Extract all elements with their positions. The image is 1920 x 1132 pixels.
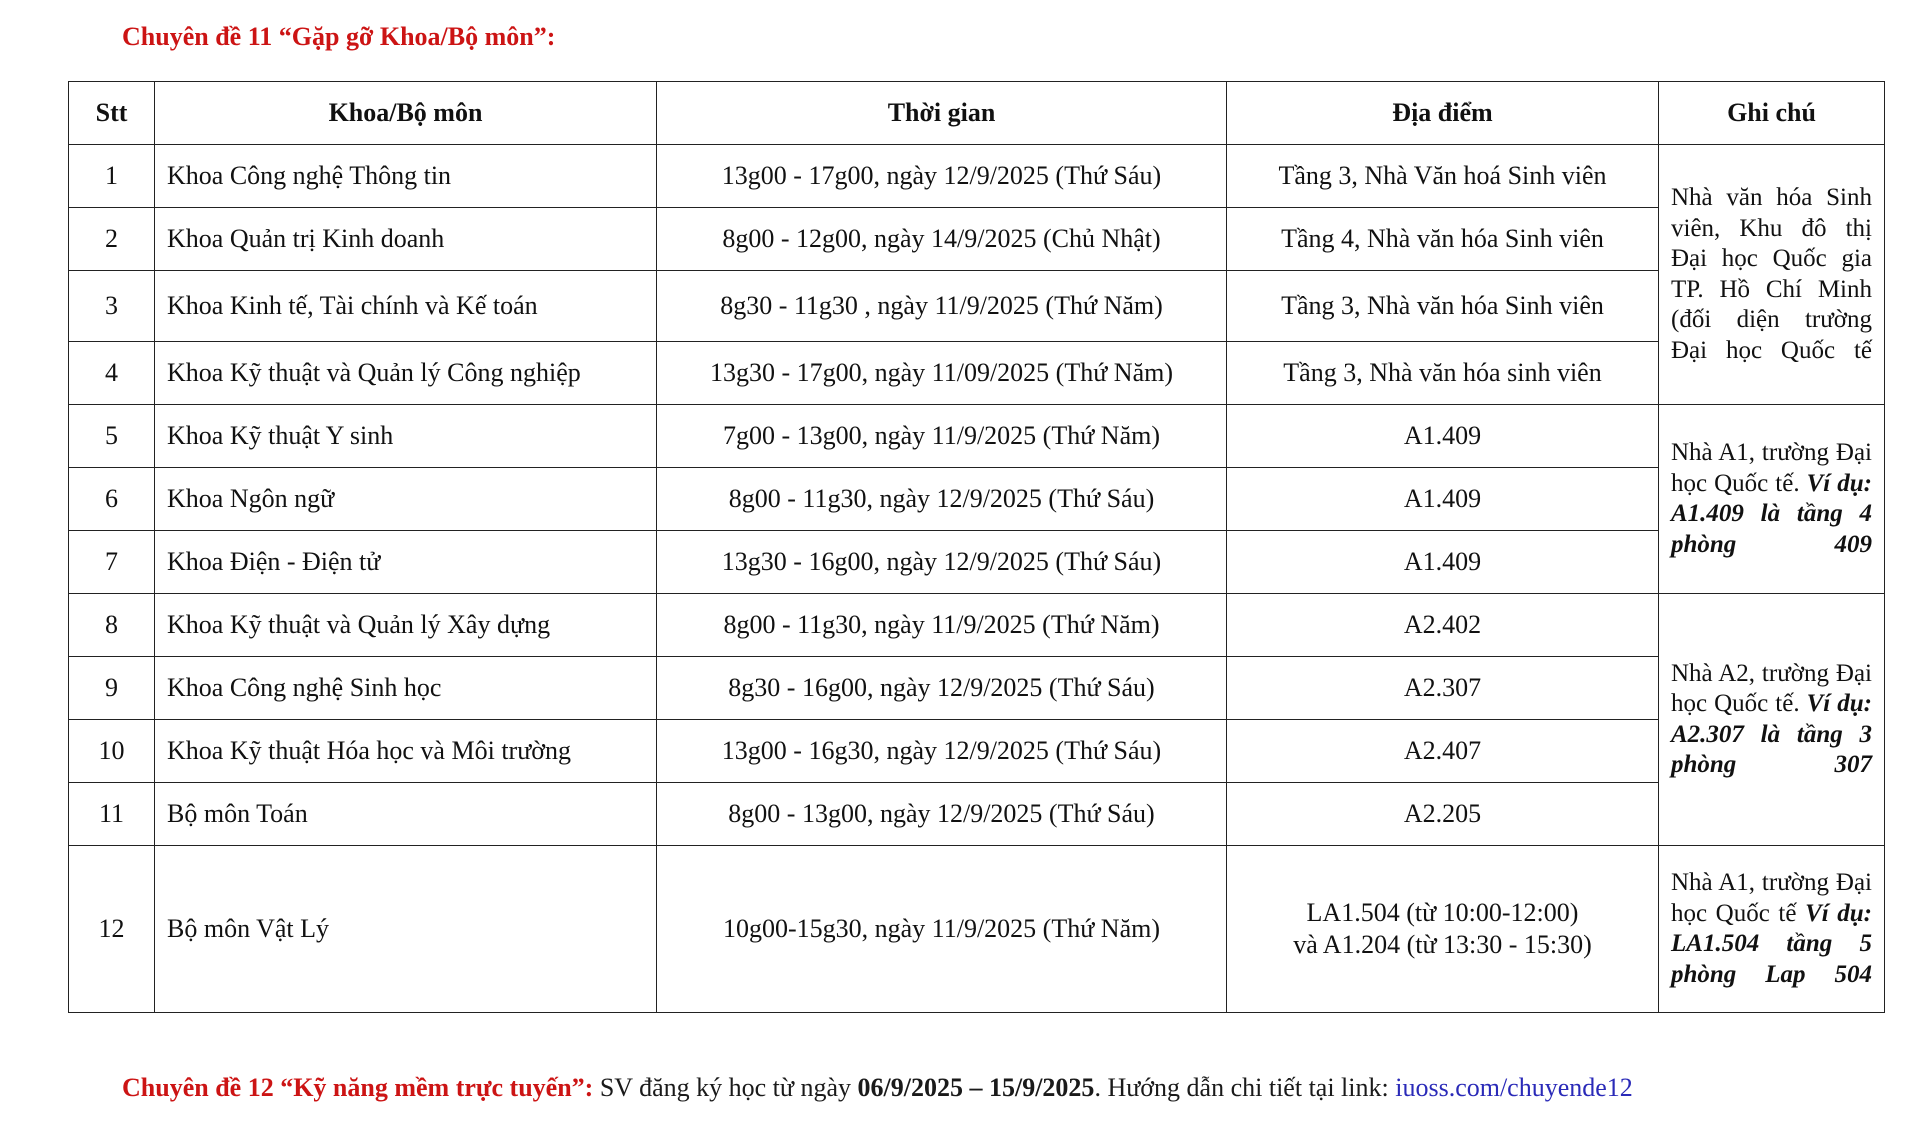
cell-time: 13g00 - 16g30, ngày 12/9/2025 (Thứ Sáu) xyxy=(657,720,1227,783)
header-stt: Stt xyxy=(69,82,155,145)
header-dept: Khoa/Bộ môn xyxy=(155,82,657,145)
cell-place: A1.409 xyxy=(1227,531,1659,594)
section-12-title: Chuyên đề 12 “Kỹ năng mềm trực tuyến”: xyxy=(122,1073,594,1102)
cell-stt: 2 xyxy=(69,208,155,271)
note-group2-example: Ví dụ: A1.409 là tầng 4 phòng 409 xyxy=(1671,469,1872,558)
cell-place: A2.307 xyxy=(1227,657,1659,720)
cell-place: Tầng 4, Nhà văn hóa Sinh viên xyxy=(1227,208,1659,271)
cell-time: 7g00 - 13g00, ngày 11/9/2025 (Thứ Năm) xyxy=(657,405,1227,468)
table-row xyxy=(69,342,1885,405)
cell-time: 13g00 - 17g00, ngày 12/9/2025 (Thứ Sáu) xyxy=(657,145,1227,208)
table-row xyxy=(69,846,1885,1013)
cell-time: 8g30 - 16g00, ngày 12/9/2025 (Thứ Sáu) xyxy=(657,657,1227,720)
cell-dept: Khoa Quản trị Kinh doanh xyxy=(155,208,657,271)
table-row xyxy=(69,783,1885,846)
cell-stt: 10 xyxy=(69,720,155,783)
cell-time: 8g00 - 11g30, ngày 12/9/2025 (Thứ Sáu) xyxy=(657,468,1227,531)
cell-stt: 7 xyxy=(69,531,155,594)
cell-time: 8g30 - 11g30 , ngày 11/9/2025 (Thứ Năm) xyxy=(657,271,1227,342)
cell-time: 8g00 - 11g30, ngày 11/9/2025 (Thứ Năm) xyxy=(657,594,1227,657)
table-row xyxy=(69,531,1885,594)
cell-time: 8g00 - 13g00, ngày 12/9/2025 (Thứ Sáu) xyxy=(657,783,1227,846)
cell-place: A1.409 xyxy=(1227,468,1659,531)
note-group4-example: Ví dụ: LA1.504 tầng 5 phòng Lap 504 xyxy=(1671,899,1872,988)
note-group4-text: Nhà A1, trường Đại học Quốc tế xyxy=(1671,869,1872,927)
cell-time: 8g00 - 12g00, ngày 14/9/2025 (Chủ Nhật) xyxy=(657,208,1227,271)
cell-stt: 6 xyxy=(69,468,155,531)
cell-place: A1.409 xyxy=(1227,405,1659,468)
cell-stt: 1 xyxy=(69,145,155,208)
schedule-table xyxy=(68,81,1885,1013)
cell-dept: Khoa Kỹ thuật và Quản lý Xây dựng xyxy=(155,594,657,657)
cell-place: Tầng 3, Nhà văn hóa sinh viên xyxy=(1227,342,1659,405)
cell-place: A2.205 xyxy=(1227,783,1659,846)
cell-dept: Khoa Kỹ thuật Y sinh xyxy=(155,405,657,468)
cell-stt: 3 xyxy=(69,271,155,342)
table-row xyxy=(69,594,1885,657)
table-row xyxy=(69,720,1885,783)
note-group3-text: Nhà A2, trường Đại học Quốc tế. xyxy=(1671,659,1872,717)
note-cell-group2 xyxy=(1659,405,1885,594)
cell-dept: Khoa Công nghệ Thông tin xyxy=(155,145,657,208)
cell-stt: 9 xyxy=(69,657,155,720)
cell-dept: Khoa Điện - Điện tử xyxy=(155,531,657,594)
cell-time: 13g30 - 16g00, ngày 12/9/2025 (Thứ Sáu) xyxy=(657,531,1227,594)
header-note: Ghi chú xyxy=(1659,82,1885,145)
note-group2-text: Nhà A1, trường Đại học Quốc tế. xyxy=(1671,439,1872,497)
cell-dept: Khoa Công nghệ Sinh học xyxy=(155,657,657,720)
cell-place: Tầng 3, Nhà Văn hoá Sinh viên xyxy=(1227,145,1659,208)
cell-stt: 11 xyxy=(69,783,155,846)
table-row xyxy=(69,145,1885,208)
table-row xyxy=(69,208,1885,271)
note-cell-group4 xyxy=(1659,846,1885,1013)
cell-dept: Khoa Kinh tế, Tài chính và Kế toán xyxy=(155,271,657,342)
cell-place-line1: LA1.504 (từ 10:00-12:00) xyxy=(1306,898,1579,928)
note-cell-group3 xyxy=(1659,594,1885,846)
cell-dept: Khoa Kỹ thuật và Quản lý Công nghiệp xyxy=(155,342,657,405)
note-group3-example: Ví dụ: A2.307 là tầng 3 phòng 307 xyxy=(1671,690,1872,778)
cell-time: 10g00-15g30, ngày 11/9/2025 (Thứ Năm) xyxy=(657,846,1227,1013)
cell-stt: 8 xyxy=(69,594,155,657)
header-place: Địa điểm xyxy=(1227,82,1659,145)
table-header-row xyxy=(69,82,1885,145)
section-12-text-after-date: . Hướng dẫn chi tiết tại link: xyxy=(1094,1073,1396,1102)
cell-place: A2.407 xyxy=(1227,720,1659,783)
table-row xyxy=(69,271,1885,342)
section-12-footer xyxy=(122,1073,1633,1103)
section-12-date-range: 06/9/2025 – 15/9/2025 xyxy=(857,1073,1095,1102)
section-12-text-before-date: SV đăng ký học từ ngày xyxy=(593,1073,858,1102)
section-11-heading: Chuyên đề 11 “Gặp gỡ Khoa/Bộ môn”: xyxy=(122,22,556,51)
cell-time: 13g30 - 17g00, ngày 11/09/2025 (Thứ Năm) xyxy=(657,342,1227,405)
cell-place: A2.402 xyxy=(1227,594,1659,657)
cell-dept: Bộ môn Toán xyxy=(155,783,657,846)
cell-place xyxy=(1227,846,1659,1013)
table-row xyxy=(69,468,1885,531)
cell-place-line2: và A1.204 (từ 13:30 - 15:30) xyxy=(1293,930,1592,959)
cell-place: Tầng 3, Nhà văn hóa Sinh viên xyxy=(1227,271,1659,342)
cell-stt: 12 xyxy=(69,846,155,1013)
cell-dept: Khoa Kỹ thuật Hóa học và Môi trường xyxy=(155,720,657,783)
section-12-link[interactable]: iuoss.com/chuyende12 xyxy=(1395,1073,1633,1102)
header-time: Thời gian xyxy=(657,82,1227,145)
table-row xyxy=(69,657,1885,720)
cell-dept: Bộ môn Vật Lý xyxy=(155,846,657,1013)
note-cell-group1: Nhà văn hóa Sinh viên, Khu đô thị Đại học Quốc gia TP. Hồ Chí Minh (đối diện trường Đại học Quốc tế xyxy=(1659,145,1885,405)
cell-stt: 5 xyxy=(69,405,155,468)
table-row xyxy=(69,405,1885,468)
cell-stt: 4 xyxy=(69,342,155,405)
cell-dept: Khoa Ngôn ngữ xyxy=(155,468,657,531)
